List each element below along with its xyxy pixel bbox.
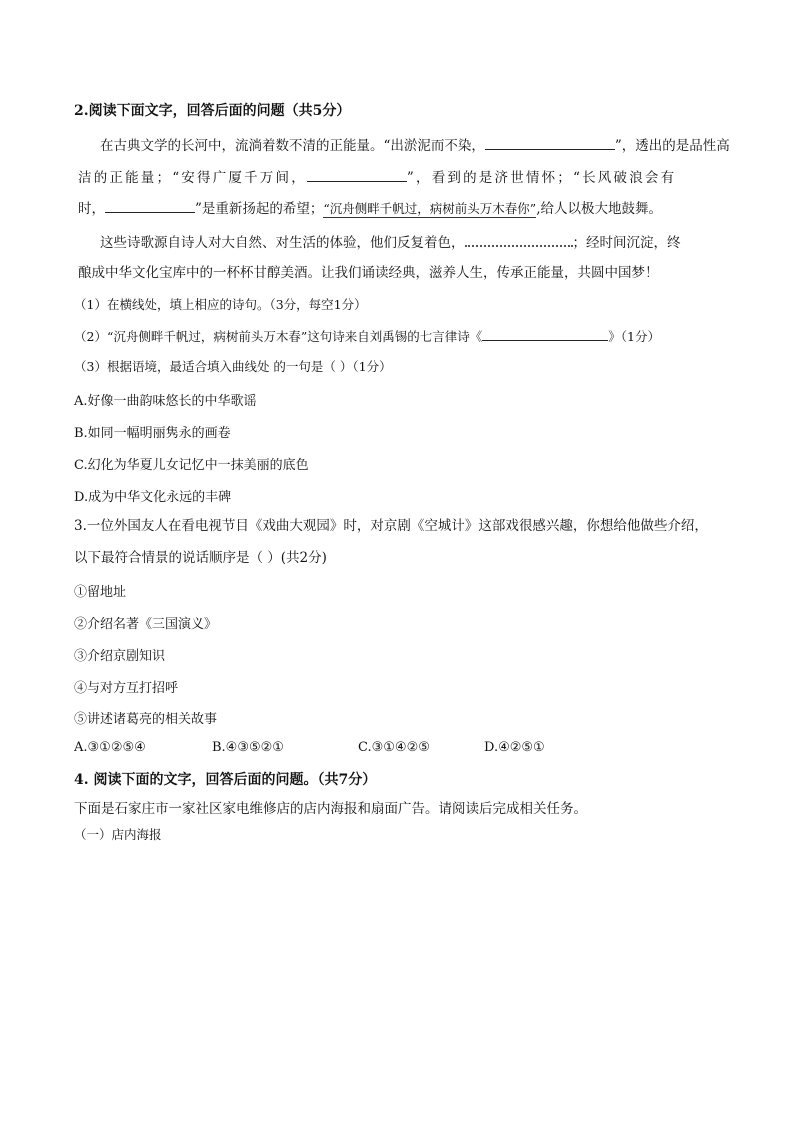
- q2-para1-line1: [100, 136, 730, 155]
- q2-sub1: （1）在横线处，填上相应的诗句。（3分，每空1分）: [74, 297, 367, 312]
- q2-text: ”是重新扬起的希望；: [195, 201, 324, 217]
- q2-option-d: D.成为中华文化永远的丰碑: [74, 490, 232, 505]
- q2-sub3: （3）根据语境，最适合填入曲线处 的一句是（ ）（1分）: [74, 359, 392, 374]
- q4-heading: 4. 阅读下面的文字，回答后面的问题。（共7分）: [74, 772, 377, 788]
- q2-text: ,给人以极大地鼓舞。: [536, 201, 662, 217]
- q2-text: 时，: [78, 201, 105, 217]
- q2-para2-line1: [100, 232, 681, 252]
- q2-text: ”，透出的是品性高: [614, 138, 730, 154]
- blank-field[interactable]: [482, 327, 608, 341]
- q2-para1-line2: [78, 168, 676, 187]
- q2-text: ；经时间沉淀，终: [572, 235, 681, 251]
- q2-text: （2）“沉舟侧畔千帆过，病树前头万木春”这句诗来自刘禹锡的七言律诗《: [74, 329, 483, 344]
- q4-sub1: （一）店内海报: [74, 827, 162, 842]
- q3-item: ⑤讲述诸葛亮的相关故事: [74, 712, 218, 727]
- q3-item: ④与对方互打招呼: [74, 681, 179, 696]
- q3-item: ②介绍名著《三国演义》: [74, 617, 218, 632]
- q2-text: 在古典文学的长河中，流淌着数不清的正能量。“出淤泥而不染，: [100, 138, 485, 154]
- blank-field[interactable]: [307, 168, 407, 182]
- q4-intro: 下面是石家庄市一家社区家电维修店的店内海报和扇面广告。请阅读后完成相关任务。: [74, 801, 587, 817]
- q3-item: ③介绍京剧知识: [74, 649, 166, 664]
- q2-underlined-quote: “沉舟侧畔千帆过，病树前头万木春你”: [323, 201, 537, 216]
- q2-para1-line3: [78, 199, 662, 218]
- wavy-blank[interactable]: [465, 232, 573, 247]
- blank-field[interactable]: [485, 136, 615, 150]
- q2-text: 这些诗歌源自诗人对大自然、对生活的体验，他们反复着色，: [100, 235, 465, 251]
- q2-heading: 2.阅读下面文字，回答后面的问题（共5分）: [74, 103, 351, 119]
- q2-option-c: C.幻化为华夏儿女记忆中一抹美丽的底色: [74, 458, 309, 473]
- blank-field[interactable]: [105, 199, 195, 213]
- q3-heading-line2: 以下最符合情景的说话顺序是（ ）(共2分): [74, 550, 327, 566]
- q3-heading-line1: 3.一位外国友人在看电视节目《戏曲大观园》时，对京剧《空城计》这部戏很感兴趣，你想给他做些介绍，: [74, 518, 708, 534]
- q2-para2-line2: 酿成中华文化宝库中的一杯杯甘醇美酒。让我们诵读经典，滋养人生，传承正能量，共圆中国梦！: [78, 265, 659, 281]
- q3-choice-c: C.③①④②⑤: [358, 740, 430, 755]
- q3-choice-a: A.③①②⑤④: [74, 740, 146, 755]
- q2-option-b: B.如同一幅明丽隽永的画卷: [74, 426, 231, 441]
- q3-choice-d: D.④②⑤①: [484, 740, 545, 755]
- q2-text: 洁的正能量；“安得广厦千万间，: [78, 170, 307, 186]
- q3-item: ①留地址: [74, 585, 127, 600]
- q2-text: ”，看到的是济世情怀；“长风破浪会有: [406, 170, 677, 186]
- q2-option-a: A.好像一曲韵味悠长的中华歌谣: [74, 394, 257, 409]
- q2-sub2: [74, 327, 660, 346]
- q3-choice-b: B.④③⑤②①: [212, 740, 284, 755]
- q2-text: 》（1分）: [608, 329, 660, 344]
